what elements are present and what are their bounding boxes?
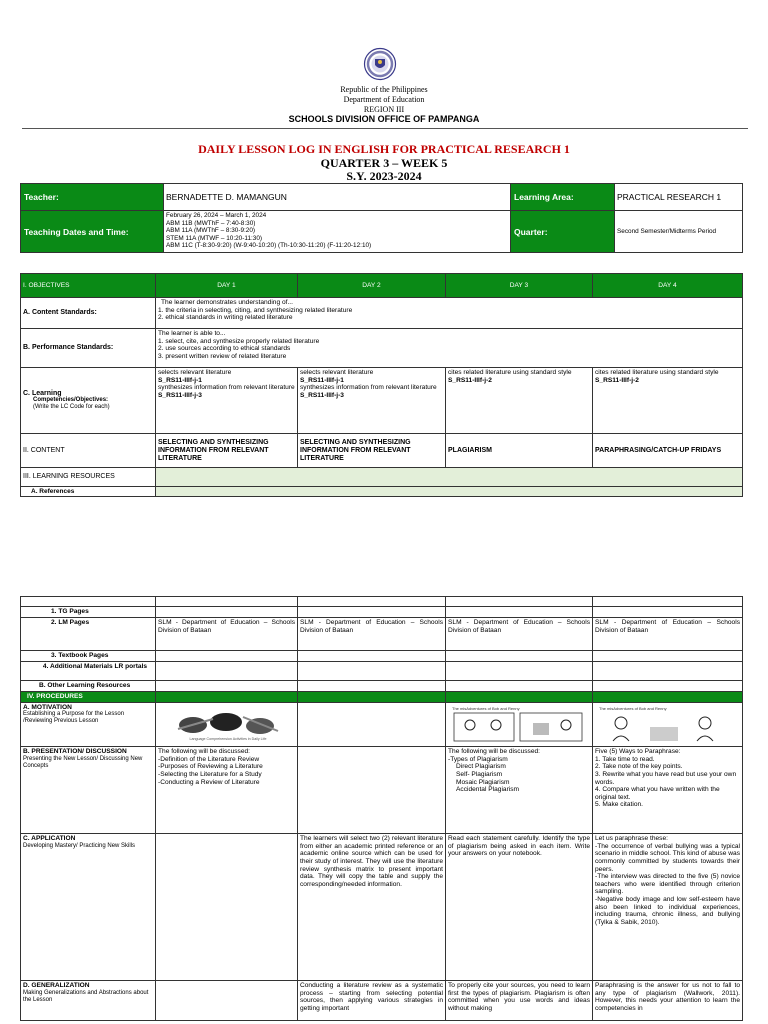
quarter-value: Second Semester/Midterms Period	[615, 211, 743, 253]
application-label	[21, 834, 156, 981]
presentation-line: Mosaic Plagiarism	[456, 778, 510, 786]
competency-code: S_RS11-IIIf-j-2	[595, 376, 639, 384]
day1-competency	[156, 368, 298, 434]
learning-area-label: Learning Area:	[511, 184, 615, 211]
day1-heading: DAY 1	[156, 274, 298, 298]
teacher-value: BERNADETTE D. MAMANGUN	[164, 184, 511, 211]
bob-and-renny-comic-image	[448, 705, 588, 743]
header-deped: Department of Education	[343, 95, 425, 104]
day4-heading: DAY 4	[593, 274, 743, 298]
additional-materials-label: 4. Additional Materials LR portals	[21, 662, 156, 681]
day3-generalization: To properly cite your sources, you need to learn first the types of plagiarism. Plagiarism is often committed when you use words and ideas without making	[446, 981, 593, 1021]
dates-line: ABM 11C (T-8:30-9:20) (W-9:40-10:20) (Th-10:30-11:20) (F-11:20-12:10)	[166, 242, 372, 250]
day3-motivation	[446, 702, 593, 747]
day4-application	[593, 834, 743, 981]
standards-line: The learner is able to...	[158, 330, 226, 337]
tg-pages-label: 1. TG Pages	[21, 607, 156, 618]
image-caption: Language Comprehension Activities in Daily Life	[189, 736, 267, 741]
performance-standards-label: B. Performance Standards:	[21, 329, 156, 368]
content-standards-label: A. Content Standards:	[21, 298, 156, 329]
learning-area-value: PRACTICAL RESEARCH 1	[615, 184, 743, 211]
presentation-line: Direct Plagiarism	[456, 763, 506, 771]
presentation-line: The following will be discussed:	[158, 748, 250, 756]
competency-code: S_RS11-IIIf-j-1	[158, 376, 202, 384]
learning-resources-cell	[156, 468, 743, 487]
competency-text: selects relevant literature	[300, 369, 374, 376]
day4-lm: SLM - Department of Education – Schools Division of Bataan	[593, 618, 743, 651]
header-region: REGION III	[363, 105, 405, 114]
deped-seal-logo	[355, 47, 405, 81]
quarter-title: QUARTER 3 – WEEK 5	[320, 156, 448, 170]
application-line: -The occurrence of verbal bullying was a typical scenario in middle school. This kind of abuse was commonly committed by students towards their peers.	[595, 842, 740, 873]
learning-resources-label: III. LEARNING RESOURCES	[21, 468, 156, 487]
header-division: SCHOOLS DIVISION OFFICE OF PAMPANGA	[288, 114, 480, 124]
performance-standards-text	[156, 329, 743, 368]
objectives-heading: I. OBJECTIVES	[21, 274, 156, 298]
presentation-line: Self- Plagiarism	[456, 770, 503, 778]
presentation-line: -Conducting a Review of Literature	[158, 778, 260, 786]
presentation-line: -Definition of the Literature Review	[158, 755, 260, 763]
content-label: II. CONTENT	[21, 434, 156, 468]
day3-heading: DAY 3	[446, 274, 593, 298]
presentation-line: 2. Take note of the key points.	[595, 763, 683, 771]
day2-lm: SLM - Department of Education – Schools Division of Bataan	[298, 618, 446, 651]
day3-lm: SLM - Department of Education – Schools Division of Bataan	[446, 618, 593, 651]
presentation-line: Accidental Plagiarism	[456, 786, 520, 794]
motivation-label	[21, 702, 156, 747]
day4-motivation	[593, 702, 743, 747]
standards-line: 3. present written review of related literature	[158, 352, 287, 360]
references-label: A. References	[21, 487, 156, 497]
competency-code: S_RS11-IIIf-j-2	[448, 376, 492, 384]
standards-line: 1. the criteria in selecting, citing, and synthesizing related literature	[158, 306, 353, 314]
competencies-title: C. Learning	[23, 389, 62, 397]
day2-generalization: Conducting a literature review as a systematic process – starting from selecting potential sources, then applying various strategies in getting important	[298, 981, 446, 1021]
school-year-title: S.Y. 2023-2024	[346, 169, 422, 183]
presentation-line: 1. Take time to read.	[595, 755, 655, 763]
standards-line: The learner demonstrates understanding of...	[161, 299, 293, 306]
presentation-line: 5. Make citation.	[595, 801, 644, 809]
dates-line: ABM 11B (MWThF – 7:40-8:30)	[166, 219, 256, 227]
day4-presentation	[593, 747, 743, 834]
competency-text: synthesizes information from relevant literature	[158, 384, 295, 392]
day1-motivation	[156, 702, 298, 747]
day2-heading: DAY 2	[298, 274, 446, 298]
references-cell	[156, 487, 743, 497]
dates-line: February 26, 2024 – March 1, 2024	[166, 212, 267, 219]
header-rule	[22, 128, 748, 129]
standards-line: 2. ethical standards in writing related literature	[158, 314, 293, 322]
presentation-line: 4. Compare what you have written with the original text.	[595, 786, 720, 801]
presentation-sub: Presenting the New Lesson/ Discussing New Concepts	[23, 755, 143, 769]
day4-competency	[593, 368, 743, 434]
day2-application: The learners will select two (2) relevant literature from either an academic printed reference or an academic online source which can be used for their study of interest. They will use the literature review synthesis matrix to present important data. They will copy the table and supply the corresponding/needed information.	[298, 834, 446, 981]
info-table	[20, 183, 743, 253]
presentation-line: -Selecting the Literature for a Study	[158, 770, 262, 778]
standards-line: 2. use sources according to ethical standards	[158, 345, 291, 353]
day3-competency	[446, 368, 593, 434]
day4-content: PARAPHRASING/CATCH-UP FRIDAYS	[593, 434, 743, 468]
presentation-line: Five (5) Ways to Paraphrase:	[595, 748, 681, 756]
teaching-dates-label: Teaching Dates and Time:	[21, 211, 164, 253]
teacher-label: Teacher:	[21, 184, 164, 211]
day3-application: Read each statement carefully. Identify the type of plagiarism being asked in each item. Write your answers on your notebook.	[446, 834, 593, 981]
lm-pages-label: 2. LM Pages	[21, 618, 156, 651]
image-caption: The misAdventures of Bob and Renny	[452, 705, 520, 711]
generalization-title: D. GENERALIZATION	[23, 982, 90, 990]
procedures-heading: IV. PROCEDURES	[21, 692, 156, 703]
teaching-dates-value	[164, 211, 511, 253]
application-title: C. APPLICATION	[23, 835, 76, 843]
day1-content: SELECTING AND SYNTHESIZING INFORMATION FROM RELEVANT LITERATURE	[156, 434, 298, 468]
bob-and-renny-comic-image	[595, 705, 735, 743]
standards-line: 1. select, cite, and synthesize properly related literature	[158, 337, 320, 345]
competency-code: S_RS11-IIIf-j-1	[300, 376, 344, 384]
competency-text: selects relevant literature	[158, 369, 232, 376]
motivation-title: A. MOTIVATION	[23, 703, 72, 711]
generalization-label	[21, 981, 156, 1021]
application-line: -Negative body image and low self-esteem have also been linked to individual experiences, including trauma, chronic illness, and bullying (Tylka & Sabik, 2010).	[595, 895, 740, 926]
generalization-sub: Making Generalizations and Abstractions about the Lesson	[23, 989, 149, 1003]
competencies-label	[21, 368, 156, 434]
day4-generalization: Paraphrasing is the answer for us not to fall to any type of plagiarism (Wallwork, 2011). However, this needs your attention to learn the competencies in	[593, 981, 743, 1021]
competency-text: cites related literature using standard style	[448, 369, 572, 376]
image-caption: The misAdventures of Bob and Renny	[599, 705, 667, 711]
procedures-table	[20, 596, 743, 1021]
day2-content: SELECTING AND SYNTHESIZING INFORMATION FROM RELEVANT LITERATURE	[298, 434, 446, 468]
presentation-label	[21, 747, 156, 834]
objectives-table	[20, 273, 743, 497]
content-standards-text	[156, 298, 743, 329]
day1-lm: SLM - Department of Education – Schools Division of Bataan	[156, 618, 298, 651]
competency-text: cites related literature using standard style	[595, 369, 719, 376]
dates-line: STEM 11A (MTWF – 10:20-11:30)	[166, 234, 263, 242]
application-line: -The interview was directed to the five (5) novice teachers who were identified through criterion sampling.	[595, 873, 740, 896]
presentation-line: -Purposes of Reviewing a Literature	[158, 763, 263, 771]
day1-presentation	[156, 747, 298, 834]
presentation-line: 3. Rewrite what you have read but use your own words.	[595, 770, 737, 786]
competencies-note: (Write the LC Code for each)	[33, 404, 110, 411]
day2-competency	[298, 368, 446, 434]
presentation-title: B. PRESENTATION/ DISCUSSION	[23, 748, 127, 756]
textbook-label: 3. Textbook Pages	[21, 651, 156, 662]
competency-code: S_RS11-IIIf-j-3	[158, 391, 202, 399]
presentation-line: The following will be discussed:	[448, 748, 540, 756]
competency-code: S_RS11-IIIf-j-3	[300, 391, 344, 399]
other-resources-label: B. Other Learning Resources	[21, 681, 156, 692]
motivation-sub: Establishing a Purpose for the Lesson /Reviewing Previous Lesson	[23, 711, 125, 725]
page-title: DAILY LESSON LOG IN ENGLISH FOR PRACTICAL RESEARCH 1	[198, 142, 570, 156]
dates-line: ABM 11A (MWThF – 8:30-9:20)	[166, 227, 256, 235]
application-line: Let us paraphrase these:	[595, 835, 668, 843]
competency-text: synthesizes information from relevant literature	[300, 384, 437, 392]
application-sub: Developing Mastery/ Practicing New Skills	[23, 842, 136, 849]
day3-content: PLAGIARISM	[446, 434, 593, 468]
comprehension-activities-image	[158, 705, 298, 743]
day3-presentation	[446, 747, 593, 834]
competencies-sub: Competencies/Objectives:	[33, 397, 109, 404]
presentation-line: -Types of Plagiarism	[448, 755, 508, 763]
quarter-label: Quarter:	[511, 211, 615, 253]
header-republic: Republic of the Philippines	[340, 85, 428, 94]
